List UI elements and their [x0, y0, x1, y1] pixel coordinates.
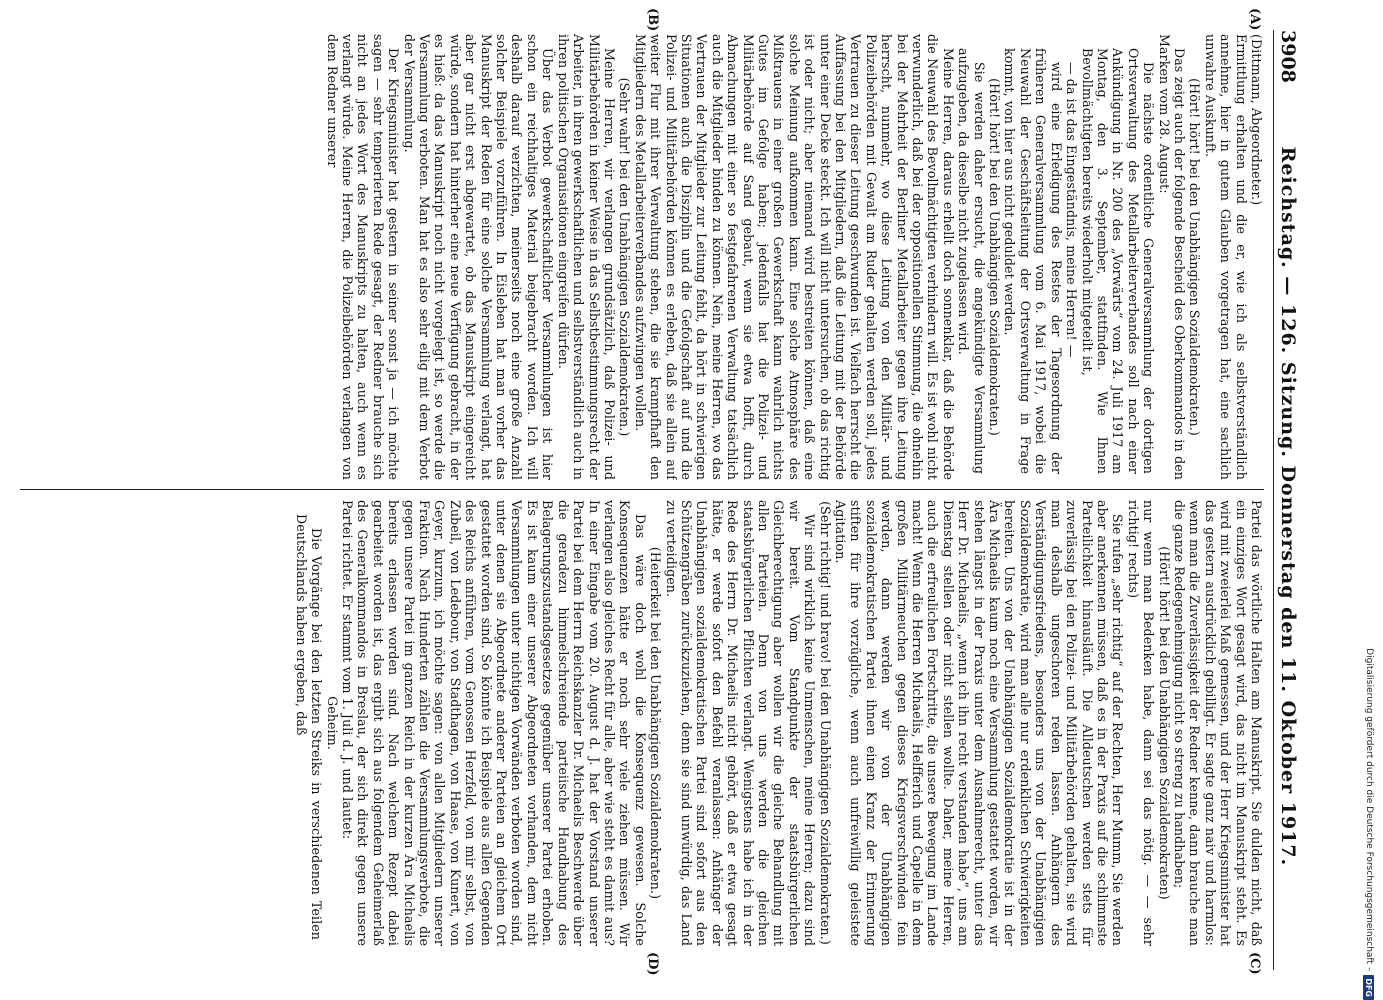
page-title: Reichstag. — 126. Sitzung. Donnerstag den 11. Oktober 1917.	[1277, 146, 1299, 867]
paragraph: (Hört! hört! bei den Unabhängigen Sozialdemokraten)	[1156, 546, 1172, 900]
paragraph: — da ist das Eingeständnis, meine Herren! —	[1064, 62, 1080, 358]
right-column	[20, 500, 1264, 946]
paragraph: Das zeigt auch der folgende Bescheid des Oberkommandos in den Marken vom 28. August:	[1156, 34, 1187, 480]
paragraph: Der Kriegsminister hat gestern in seiner sonst ja — ich möchte sagen — sehr temperierten Rede gesagt, der Redner brauche sich nicht an jedes Wort des Manuskripts zu halten, auch wenn es verlangt würde. Meine Herren, die Polizeibehörden verlangen von dem Redner unserer	[324, 34, 402, 480]
digitization-credit	[1362, 0, 1376, 1000]
paragraph: (Hört! hört! bei den Unabhängigen Sozialdemokraten.)	[1187, 78, 1203, 436]
paragraph: Über das Verbot gewerkschaftlicher Versammlungen ist hier schon ein reichhaltiges Material beigebracht worden. Ich will deshalb darauf verzichten, meinerseits noch eine große Anzahl solcher Beispiele vorzuführen. In Eisleben hat man vorher das Manuskript der Reden für eine solche Versammlung verlangt, hat aber gar nicht erst abgewartet, ob das Manuskript eingereicht würde, sondern hat hinterher eine neue Verfügung gebracht, in der es hieß: da das Manuskript noch nicht vorgelegt ist, so werde die Versammlung verboten. Man hat es also sehr eilig mit dem Verbot der Versammlung.	[401, 34, 556, 480]
paragraph: Wir sind wirklich keine Unmenschen, meine Herren; dazu sind wir bereit. Vom Standpunkte der staatsbürgerlichen Gleichberechtigung aber wollen wir die gleiche Behandlung mit allen Parteien. Denn von uns werden die gleichen staatsbürgerlichen Pflichten verlangt. Wenigstens habe ich in der Rede des Herrn Dr. Michaelis nicht gehört, daß er etwa gesagt hätte, er werde sofort den Befehl veranlassen: Anhänger der Unabhängigen sozialdemokratischen Partei sind sofort aus den Schützengräben zurückzuziehen, denn sie sind unwürdig, das Land zu verteidigen.	[663, 500, 818, 946]
margin-marker-a: (A)	[1247, 8, 1262, 31]
paragraph: (Sehr richtig! und bravo! bei den Unabhängigen Sozialdemokraten.)	[817, 501, 833, 945]
margin-marker-c: (C)	[1247, 952, 1262, 975]
dfg-logo: DFG	[1364, 975, 1375, 1000]
credit-text: Digitalisierung gefördert durch die Deutsche Forschungsgemeinschaft –	[1364, 648, 1374, 972]
column-divider	[20, 489, 1264, 490]
paragraph: Meine Herren, wir verlangen grundsätzlich, daß Polizei- und Militärbehörden in keiner Weise in das Selbstbestimmungsrecht der Arbeiter, in ihren gewerkschaftlichen und selbstverständlich auch in ihren politischen Organisationen eingreifen dürfen.	[555, 34, 617, 480]
paragraph: Geheim.	[324, 696, 340, 750]
margin-marker-d: (D)	[645, 952, 660, 976]
paragraph: (Heiterkeit bei den Unabhängigen Sozialdemokraten.)	[648, 546, 664, 900]
paragraph: Sie werden daher ersucht, die angekündigte Versammlung aufzugeben, da dieselbe nicht zugelassen wird.	[956, 48, 987, 474]
paragraph: Sie rufen „sehr richtig“ auf der Rechten, Herr Mumm, Sie werden aber anerkennen müssen, daß es in der Praxis auf die schlimmste Parteilichkeit hinausläuft. Die Alldeutschen werden stets für zuverlässig bei den Polizei- und Militärbehörden gehalten, sie wird man deshalb ungeschoren reden lassen. Anhängern des Verständigungsfriedens, besonders uns von der Unabhängigen Sozialdemokratie, wird man alle nur erdenklichen Schwierigkeiten bereiten. Uns von der Unabhängigen Sozialdemokratie ist in der Ära Michaelis kaum noch eine Versammlung gestattet worden, wir stehen längst in der Praxis unter dem Ausnahmerecht, unter das Herr Dr. Michaelis, „wenn ich ihn recht verstanden habe“, uns am Dienstag stellen oder nicht stellen wollte. Daher, meine Herren, auch die erfreulichen Fortschritte, die unsere Bewegung im Lande macht! Wenn die Herren Michaelis, Helfferich und Capelle in dem großen Militärmeuchen gegen dieses Kriegsverschwinden fein werden, dann werden wir von der Unabhängigen sozialdemokratischen Partei ihnen einen Kranz der Erinnerung stiften für ihre vorzügliche, wenn auch unfreiwillig geleistete Agitation.	[833, 500, 1126, 946]
paragraph: (Hört! hört! bei den Unabhängigen Sozialdemokraten.)	[987, 78, 1003, 436]
paragraph: Das wäre doch wohl die Konsequenz gewesen. Solche Konsequenzen hätte er noch sehr viele ziehen müssen. Wir verlangen also gleiches Recht für alle, aber wie steht es damit aus? In einer Eingabe vom 20. August d. J. hat der Vorstand unserer Partei bei dem Herrn Reichskanzler Dr. Michaelis Beschwerde über die geradezu himmelschreiende parteiische Handhabung des Belagerungszustandsgesetzes gegenüber unserer Partei erhoben. Es ist kaum einer unserer Abgeordneten vorhanden, dem nicht Versammlungen unter nichtigen Vorwänden verboten worden sind, unter denen sie Abgeordnete anderer Parteien an gleichem Ort gestattet worden sind. So könnte ich Beispiele aus allen Gegenden des Reichs anführen, vom Genossen Herzfeld, von mir selbst, von Zubeil, von Ledebour, von Stadthagen, von Haase, von Kunert, von Geyer, kurzum, ich möchte sagen: von allen Mitgliedern unserer Fraktion. Nach Hunderten zählen die Versammlungsverbote, die gegen unsere Partei im ganzen Reich in der kurzen Ära Michaelis bereits erlassen worden sind. Nach welchem Rezept dabei gearbeitet worden ist, das ergibt sich aus folgendem Geheimerlaß des Generalkommandos in Breslau, der sich direkt gegen unsere Partei richtet. Er stammt vom 1. Juli d. J. und lautet:	[340, 500, 648, 946]
paragraph: (Dittmann, Abgeordneter.)	[1249, 34, 1264, 206]
paragraph: Partei das wörtliche Halten am Manuskript. Sie dulden nicht, daß ein einziges Wort gesagt wird, das nicht im Manuskript steht. Es wird mit zweierlei Maß gemessen, und der Herr Kriegsminister hat das gestern ausdrücklich gebilligt. Er sagte ganz naiv und harmlos: wenn man die Zuverlässigkeit der Redner kenne, dann brauche man die ganze Redegenehmigung nicht so streng zu handhaben;	[1171, 500, 1264, 946]
page-header	[1273, 30, 1302, 970]
page-number: 3908	[1277, 30, 1299, 83]
margin-marker-b: (B)	[645, 8, 660, 32]
paragraph: nur wenn man Bedenken habe, dann sei das nötig. — — sehr richtig! rechts)	[1125, 500, 1157, 946]
paragraph: (Sehr wahr! bei den Unabhängigen Sozialdemokraten.)	[617, 77, 633, 437]
paragraph: Die nächste ordentliche Generalversammlung der dortigen Ortsverwaltung des Metallarbeiterverbandes soll nach einer Ankündigung in Nr. 200 des „Vorwärts“ vom 24. Juli 1917 am Montag, den 3. September, stattfinden. Wie Ihnen Bevollmächtigten bereits wiederholt mitgeteilt ist,	[1079, 48, 1157, 474]
paragraph: Ermittlung erhalten und die er, wie ich als selbstverständlich annehme, hier in gutem Glauben vorgetragen hat, eine sachlich unwahre Auskunft.	[1202, 34, 1249, 480]
left-column	[20, 34, 1264, 480]
paragraph: wird eine Erledigung des Restes der Tagesordnung der früheren Generalversammlung vom 6. Mai 1917, wobei die Neuwahl der Geschäftsleitung der Ortsverwaltung in Frage kommt, von hier aus nicht geduldet werden.	[1002, 48, 1064, 474]
paragraph: Die Vorgänge bei den letzten Streiks in verschiedenen Teilen Deutschlands haben ergeben, daß	[293, 514, 325, 940]
paragraph: Meine Herren, daraus erhellt doch sonnenklar, daß die Behörde die Neuwahl des Bevollmächtigten verhindern will. Es ist wohl nicht verwunderlich, daß bei der oppositionellen Stimmung, die ohnehin bei der Mehrheit der Berliner Metallarbeiter gegen ihre Leitung herrscht, nunmehr, wo diese Leitung von den Militär- und Polizeibehörden mit Gewalt am Ruder gehalten werden soll, jedes Vertrauen zu dieser Leitung geschwunden ist. Vielfach herrscht die Auffassung bei den Mitgliedern, daß die Leitung mit der Behörde unter einer Decke steckt. Ich will nicht untersuchen, ob das richtig ist oder nicht; aber niemand wird bestreiten können, daß eine solche Meinung aufkommen kann. Eine solche Atmosphäre des Mißtrauens in einer großen Gewerkschaft kann wahrlich nichts Gutes im Gefolge haben; jedenfalls hat die Polizei- und Militärbehörde auf Sand gebaut, wenn sie etwa hofft, durch Abmachungen mit einer so festgefahrenen Verwaltung tatsächlich auch die Mitglieder binden zu können. Nein, meine Herren, wo das Vertrauen der Mitglieder zur Leitung fehlt, da hört in schwierigen Situationen auch die Disziplin und die Gefolgschaft auf und die Polizei- und Militärbehörden können es erleben, daß sie allein auf weiter Flur mit ihrer Verwaltung stehen, die sie krampfhaft den Mitgliedern des Metallarbeiterverbandes aufzwingen wollen.	[632, 34, 956, 480]
